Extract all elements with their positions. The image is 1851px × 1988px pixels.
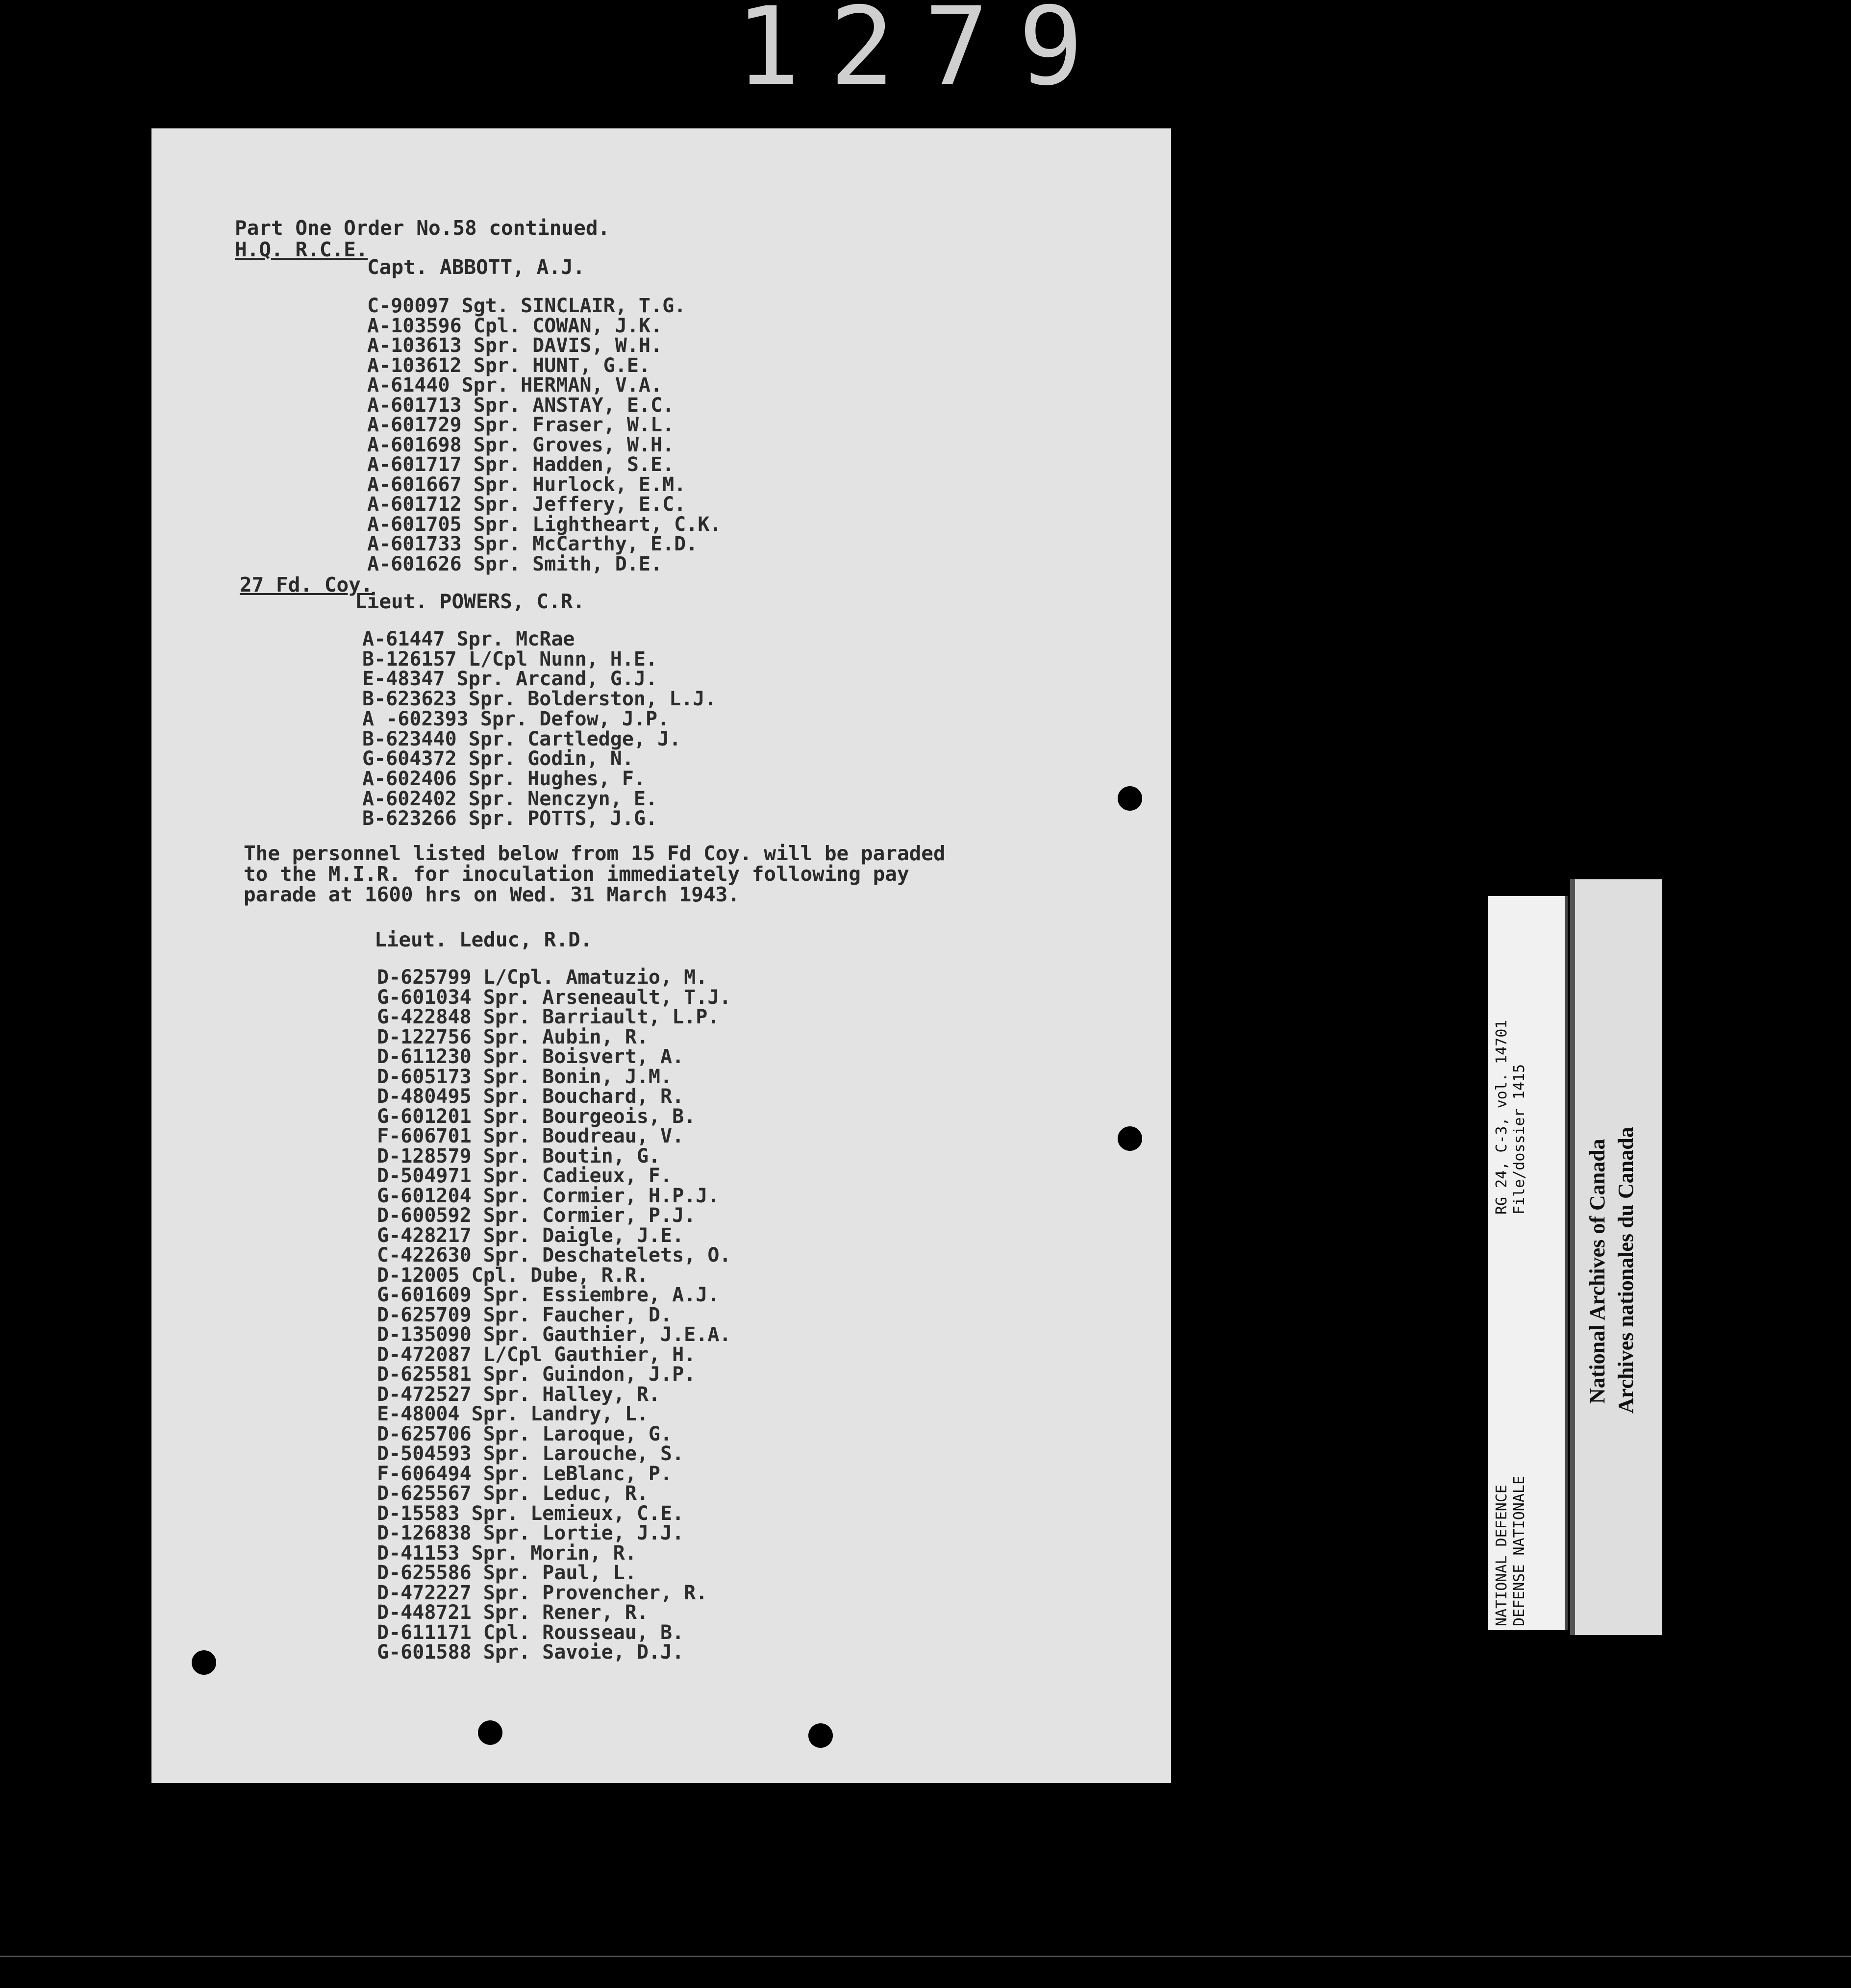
personnel-name: Bouchard, R. xyxy=(542,1085,684,1108)
rank: Spr. xyxy=(483,1224,531,1247)
personnel-name: Boudreau, V. xyxy=(542,1125,684,1147)
personnel-name: POTTS, J.G. xyxy=(527,807,658,830)
personnel-name: DAVIS, W.H. xyxy=(532,334,663,357)
service-number: A-103613 xyxy=(367,334,462,357)
rank: Spr. xyxy=(473,414,521,436)
service-number: D-600592 xyxy=(377,1204,472,1227)
personnel-name: Provencher, R. xyxy=(542,1581,708,1604)
personnel-name: Cartledge, J. xyxy=(527,727,681,750)
service-number: D-504593 xyxy=(377,1442,472,1465)
reference-stamp xyxy=(1488,896,1568,1630)
personnel-name: Larouche, S. xyxy=(542,1442,684,1465)
rank: Spr. xyxy=(468,727,516,750)
rank: Spr. xyxy=(468,747,516,770)
rank: Spr. xyxy=(456,628,504,650)
personnel-name: Barriault, L.P. xyxy=(542,1006,720,1028)
rank: Spr. xyxy=(483,1045,531,1068)
personnel-row xyxy=(377,1523,684,1543)
rank: Spr. xyxy=(483,1125,531,1147)
personnel-name: Cadieux, F. xyxy=(542,1165,673,1187)
rank: Spr. xyxy=(471,1541,519,1565)
service-number: E-48347 xyxy=(362,668,445,691)
personnel-name: ANSTAY, E.C. xyxy=(532,394,675,417)
service-number: D-625586 xyxy=(377,1562,472,1584)
service-number: G-601588 xyxy=(377,1641,472,1664)
rank: Spr. xyxy=(473,354,521,377)
service-number: D-625706 xyxy=(377,1422,472,1445)
personnel-row xyxy=(362,669,657,689)
rank: Spr. xyxy=(483,1105,531,1128)
personnel-row xyxy=(362,769,646,789)
personnel-row xyxy=(377,1226,684,1245)
personnel-name: Landry, L. xyxy=(530,1403,649,1425)
rank: Spr. xyxy=(483,1065,531,1088)
personnel-row xyxy=(362,749,634,769)
personnel-row xyxy=(367,316,662,336)
notice-line-2: to the M.I.R. for inoculation immediately following pay xyxy=(244,862,909,886)
service-number: D-15583 xyxy=(377,1502,460,1525)
officer-hq: Capt. ABBOTT, A.J. xyxy=(367,255,585,279)
service-number: A-601712 xyxy=(367,493,462,516)
service-number: D-126838 xyxy=(377,1522,472,1544)
personnel-name: Dube, R.R. xyxy=(530,1264,649,1287)
personnel-row xyxy=(377,1146,660,1166)
personnel-row xyxy=(377,1047,684,1067)
rank: Spr. xyxy=(483,1184,531,1207)
rank: Spr. xyxy=(468,767,516,790)
rank: Spr. xyxy=(483,1462,531,1485)
service-number: C-90097 xyxy=(367,295,450,317)
punch-hole xyxy=(478,1720,502,1745)
personnel-row xyxy=(367,415,674,435)
personnel-name: Rener, R. xyxy=(542,1601,649,1624)
personnel-name: Cormier, P.J. xyxy=(542,1204,696,1227)
stamp-archive-line-1: National Archives of Canada xyxy=(1585,1139,1609,1404)
officer-27-coy: Lieut. POWERS, C.R. xyxy=(355,590,585,613)
personnel-row xyxy=(367,336,662,355)
personnel-name: Defow, J.P. xyxy=(539,707,670,730)
personnel-row xyxy=(377,1385,660,1404)
personnel-row xyxy=(367,515,721,534)
service-number: G-601609 xyxy=(377,1284,472,1306)
rank: Cpl. xyxy=(471,1264,519,1287)
personnel-row xyxy=(377,1245,731,1265)
personnel-name: Bourgeois, B. xyxy=(542,1105,696,1128)
personnel-row xyxy=(367,455,674,474)
personnel-name: Laroque, G. xyxy=(542,1422,673,1445)
section-heading-hq: H.Q. R.C.E. xyxy=(235,238,368,261)
rank: Spr. xyxy=(473,473,521,496)
personnel-row xyxy=(377,1603,649,1622)
rank: Spr. xyxy=(483,1284,531,1306)
frame-number: 1279 xyxy=(735,0,1113,109)
rank: Spr. xyxy=(483,1442,531,1465)
rank: Spr. xyxy=(483,1522,531,1544)
personnel-name: McCarthy, E.D. xyxy=(532,533,698,555)
service-number: G-428217 xyxy=(377,1224,472,1247)
rank: Spr. xyxy=(468,688,516,711)
stamp-ref-line-4: DEFENSE NATIONALE xyxy=(1511,1475,1528,1626)
personnel-name: Gauthier, J.E.A. xyxy=(542,1323,731,1346)
rank: Sgt. xyxy=(461,295,509,317)
personnel-name: Savoie, D.J. xyxy=(542,1641,684,1664)
personnel-name: Groves, W.H. xyxy=(532,433,675,456)
service-number: B-623440 xyxy=(362,727,457,750)
personnel-row xyxy=(377,1325,731,1344)
rank: Spr. xyxy=(456,668,504,691)
service-number: A-601717 xyxy=(367,453,462,476)
rank: Spr. xyxy=(483,1363,531,1386)
service-number: A-601626 xyxy=(367,552,462,575)
rank: Spr. xyxy=(483,1601,531,1624)
personnel-row xyxy=(367,435,674,455)
service-number: D-480495 xyxy=(377,1085,472,1108)
personnel-row xyxy=(377,1504,684,1523)
rank: Cpl. xyxy=(483,1621,531,1644)
personnel-row xyxy=(377,1266,649,1285)
service-number: E-48004 xyxy=(377,1403,460,1425)
personnel-row xyxy=(377,1583,707,1603)
rank: Spr. xyxy=(468,807,516,830)
service-number: D-128579 xyxy=(377,1144,472,1168)
personnel-row xyxy=(367,296,686,316)
punch-hole xyxy=(1118,786,1142,811)
personnel-row xyxy=(377,1007,719,1027)
personnel-name: Bonin, J.M. xyxy=(542,1065,673,1088)
personnel-row xyxy=(377,1126,684,1146)
personnel-name: HUNT, G.E. xyxy=(532,354,650,377)
rank: L/Cpl xyxy=(468,647,528,671)
personnel-name: McRae xyxy=(516,628,575,650)
service-number: D-625581 xyxy=(377,1363,472,1386)
notice-line-3: parade at 1600 hrs on Wed. 31 March 1943. xyxy=(244,883,740,906)
personnel-row xyxy=(362,809,657,828)
personnel-name: Halley, R. xyxy=(542,1383,660,1406)
rank: Spr. xyxy=(483,1144,531,1168)
frame-border xyxy=(0,1956,1851,1957)
personnel-name: Hadden, S.E. xyxy=(532,453,675,476)
personnel-name: Deschatelets, O. xyxy=(542,1244,731,1267)
personnel-row xyxy=(377,1642,684,1662)
rank: Spr. xyxy=(461,374,509,397)
personnel-row xyxy=(362,709,669,729)
service-number: D-122756 xyxy=(377,1025,472,1048)
service-number: G-601201 xyxy=(377,1105,472,1128)
rank: Spr. xyxy=(483,1641,531,1664)
personnel-row xyxy=(362,649,657,669)
service-number: D-504971 xyxy=(377,1165,472,1187)
personnel-name: COWAN, J.K. xyxy=(532,314,663,337)
personnel-row xyxy=(377,1107,696,1126)
service-number: G-604372 xyxy=(362,747,457,770)
service-number: F-606701 xyxy=(377,1125,472,1147)
service-number: C-422630 xyxy=(377,1244,472,1267)
service-number: D-41153 xyxy=(377,1541,460,1565)
personnel-name: Leduc, R. xyxy=(542,1482,649,1505)
service-number: A-61440 xyxy=(367,374,450,397)
personnel-row xyxy=(377,1365,696,1384)
personnel-row xyxy=(377,1027,649,1047)
personnel-row xyxy=(362,629,575,649)
service-number: D-611230 xyxy=(377,1045,472,1068)
stamp-ref-line-1: RG 24, C-3, vol. 14701 xyxy=(1493,1019,1510,1215)
service-number: A-601733 xyxy=(367,533,462,555)
personnel-row xyxy=(377,1484,649,1503)
personnel-name: LeBlanc, P. xyxy=(542,1462,673,1485)
service-number: A-601698 xyxy=(367,433,462,456)
officer-15-coy: Lieut. Leduc, R.D. xyxy=(375,928,593,951)
service-number: A-602406 xyxy=(362,767,457,790)
personnel-row xyxy=(367,356,650,375)
stamp-archive-line-2: Archives nationales du Canada xyxy=(1614,1127,1638,1414)
document-page xyxy=(151,128,1171,1783)
service-number: D-448721 xyxy=(377,1601,472,1624)
rank: Spr. xyxy=(483,1085,531,1108)
rank: Spr. xyxy=(473,552,521,575)
rank: Spr. xyxy=(473,334,521,357)
personnel-row xyxy=(377,1166,672,1186)
personnel-name: Arcand, G.J. xyxy=(516,668,658,691)
personnel-name: Bolderston, L.J. xyxy=(527,688,717,711)
rank: Spr. xyxy=(473,453,521,476)
service-number: A-602402 xyxy=(362,787,457,810)
personnel-row xyxy=(362,729,681,749)
rank: Spr. xyxy=(483,1006,531,1028)
personnel-name: Faucher, D. xyxy=(542,1303,673,1326)
service-number: B-623266 xyxy=(362,807,457,830)
service-number: A-601729 xyxy=(367,414,462,436)
service-number: G-601034 xyxy=(377,986,472,1009)
personnel-name: Daigle, J.E. xyxy=(542,1224,684,1247)
personnel-row xyxy=(377,1285,719,1305)
personnel-name: Morin, R. xyxy=(530,1541,637,1565)
service-number: A -602393 xyxy=(362,707,469,730)
personnel-row xyxy=(377,1464,672,1484)
rank: Spr. xyxy=(473,493,521,516)
personnel-name: Guindon, J.P. xyxy=(542,1363,696,1386)
service-number: A-61447 xyxy=(362,628,445,650)
rank: L/Cpl xyxy=(483,1343,543,1366)
service-number: D-605173 xyxy=(377,1065,472,1088)
personnel-row xyxy=(367,396,674,415)
personnel-name: Hughes, F. xyxy=(527,767,646,790)
personnel-name: Nunn, H.E. xyxy=(539,647,658,671)
service-number: A-103596 xyxy=(367,314,462,337)
personnel-row xyxy=(377,1404,649,1424)
personnel-row xyxy=(377,1623,684,1642)
rank: Spr. xyxy=(483,1383,531,1406)
service-number: F-606494 xyxy=(377,1462,472,1485)
service-number: B-623623 xyxy=(362,688,457,711)
stamp-ref-line-3: NATIONAL DEFENCE xyxy=(1493,1485,1510,1626)
stamp-ref-line-2: File/dossier 1415 xyxy=(1511,1064,1528,1215)
service-number: D-625799 xyxy=(377,966,472,989)
personnel-row xyxy=(362,689,716,709)
personnel-name: Boutin, G. xyxy=(542,1144,660,1168)
punch-hole xyxy=(1118,1126,1142,1151)
section-heading-27-coy: 27 Fd. Coy. xyxy=(240,573,373,596)
personnel-name: Arseneault, T.J. xyxy=(542,986,731,1009)
personnel-name: Rousseau, B. xyxy=(542,1621,684,1644)
personnel-name: Cormier, H.P.J. xyxy=(542,1184,720,1207)
service-number: D-625567 xyxy=(377,1482,472,1505)
personnel-row xyxy=(367,495,686,514)
rank: Spr. xyxy=(473,533,521,555)
punch-hole xyxy=(192,1650,216,1675)
service-number: G-422848 xyxy=(377,1006,472,1028)
personnel-name: Paul, L. xyxy=(542,1562,637,1584)
personnel-name: Godin, N. xyxy=(527,747,634,770)
page-title: Part One Order No.58 continued. xyxy=(235,216,610,240)
personnel-row xyxy=(377,1444,684,1464)
rank: Spr. xyxy=(480,707,528,730)
rank: Spr. xyxy=(483,1323,531,1346)
personnel-name: Lortie, J.J. xyxy=(542,1522,684,1544)
service-number: D-472227 xyxy=(377,1581,472,1604)
personnel-name: Smith, D.E. xyxy=(532,552,663,575)
archive-stamp xyxy=(1570,879,1662,1635)
personnel-row xyxy=(377,1563,637,1583)
rank: Spr. xyxy=(483,1165,531,1187)
personnel-row xyxy=(367,375,662,395)
personnel-row xyxy=(377,1067,672,1087)
rank: Spr. xyxy=(483,1204,531,1227)
rank: Spr. xyxy=(483,1303,531,1326)
personnel-row xyxy=(377,1305,672,1325)
service-number: A-601705 xyxy=(367,513,462,536)
punch-hole xyxy=(808,1723,833,1748)
rank: Spr. xyxy=(471,1403,519,1425)
service-number: B-126157 xyxy=(362,647,457,671)
rank: Spr. xyxy=(483,1244,531,1267)
rank: Cpl. xyxy=(473,314,521,337)
service-number: G-601204 xyxy=(377,1184,472,1207)
personnel-row xyxy=(377,1186,719,1206)
personnel-row xyxy=(377,1424,672,1444)
personnel-name: Lemieux, C.E. xyxy=(530,1502,684,1525)
service-number: D-12005 xyxy=(377,1264,460,1287)
personnel-name: Jeffery, E.C. xyxy=(532,493,686,516)
service-number: D-135090 xyxy=(377,1323,472,1346)
personnel-name: Lightheart, C.K. xyxy=(532,513,722,536)
rank: Spr. xyxy=(483,1422,531,1445)
personnel-row xyxy=(362,789,657,809)
rank: Spr. xyxy=(471,1502,519,1525)
rank: L/Cpl. xyxy=(483,966,554,989)
notice-line-1: The personnel listed below from 15 Fd Coy. will be paraded xyxy=(244,842,946,865)
service-number: D-625709 xyxy=(377,1303,472,1326)
personnel-name: Essiembre, A.J. xyxy=(542,1284,720,1306)
personnel-name: HERMAN, V.A. xyxy=(521,374,663,397)
personnel-name: Gauthier, H. xyxy=(554,1343,696,1366)
personnel-name: Boisvert, A. xyxy=(542,1045,684,1068)
rank: Spr. xyxy=(473,433,521,456)
rank: Spr. xyxy=(473,513,521,536)
service-number: A-103612 xyxy=(367,354,462,377)
personnel-name: Aubin, R. xyxy=(542,1025,649,1048)
personnel-row xyxy=(377,968,707,987)
personnel-name: Hurlock, E.M. xyxy=(532,473,686,496)
personnel-name: Amatuzio, M. xyxy=(566,966,708,989)
rank: Spr. xyxy=(468,787,516,810)
personnel-row xyxy=(377,1087,684,1106)
personnel-name: Nenczyn, E. xyxy=(527,787,658,810)
rank: Spr. xyxy=(483,1025,531,1048)
personnel-row xyxy=(377,1345,696,1365)
service-number: D-472087 xyxy=(377,1343,472,1366)
service-number: A-601713 xyxy=(367,394,462,417)
rank: Spr. xyxy=(483,986,531,1009)
service-number: D-611171 xyxy=(377,1621,472,1644)
personnel-row xyxy=(367,534,698,554)
service-number: A-601667 xyxy=(367,473,462,496)
rank: Spr. xyxy=(483,1482,531,1505)
rank: Spr. xyxy=(483,1581,531,1604)
rank: Spr. xyxy=(473,394,521,417)
personnel-row xyxy=(367,554,662,574)
personnel-row xyxy=(367,475,686,495)
personnel-row xyxy=(377,1206,696,1225)
service-number: D-472527 xyxy=(377,1383,472,1406)
personnel-row xyxy=(377,1543,637,1563)
rank: Spr. xyxy=(483,1562,531,1584)
personnel-row xyxy=(377,988,731,1007)
personnel-name: Fraser, W.L. xyxy=(532,414,675,436)
personnel-name: SINCLAIR, T.G. xyxy=(521,295,686,317)
